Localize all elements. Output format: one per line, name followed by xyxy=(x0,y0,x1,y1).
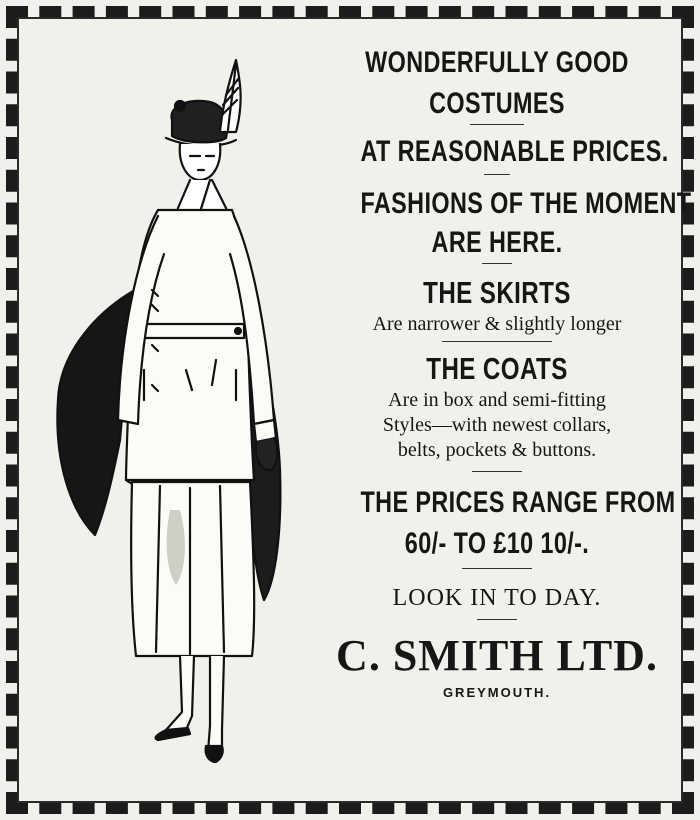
brand-name: C. SMITH LTD. xyxy=(336,631,658,681)
prices-range: 60/- TO £10 10/-. xyxy=(404,527,590,561)
divider xyxy=(442,341,552,342)
headline-reasonable-prices: AT REASONABLE PRICES. xyxy=(360,135,669,168)
coats-text-line-1: Are in box and semi-fitting xyxy=(388,389,606,412)
headline-are-here: ARE HERE. xyxy=(431,226,563,259)
coats-text-line-2: Styles—with newest collars, xyxy=(382,414,612,437)
headline-fashions: FASHIONS OF THE MOMENT xyxy=(360,187,692,220)
town-name: GREYMOUTH. xyxy=(442,685,552,701)
divider xyxy=(462,568,532,569)
divider xyxy=(477,619,517,620)
call-to-action: LOOK IN TO DAY. xyxy=(392,585,602,612)
coats-text-line-3: belts, pockets & buttons. xyxy=(397,439,597,462)
coats-heading: THE COATS xyxy=(426,351,568,387)
woman-in-costume-illustration xyxy=(40,40,330,780)
prices-heading: THE PRICES RANGE FROM xyxy=(360,486,676,520)
divider xyxy=(472,471,522,472)
divider xyxy=(482,263,512,264)
skirts-text: Are narrower & slightly longer xyxy=(372,313,622,336)
headline-wonderfully-good: WONDERFULLY GOOD xyxy=(365,46,629,79)
skirts-heading: THE SKIRTS xyxy=(423,275,571,310)
headline-costumes: COSTUMES xyxy=(429,87,565,120)
divider xyxy=(470,124,524,125)
divider xyxy=(484,174,510,175)
advertisement-copy xyxy=(322,36,692,796)
